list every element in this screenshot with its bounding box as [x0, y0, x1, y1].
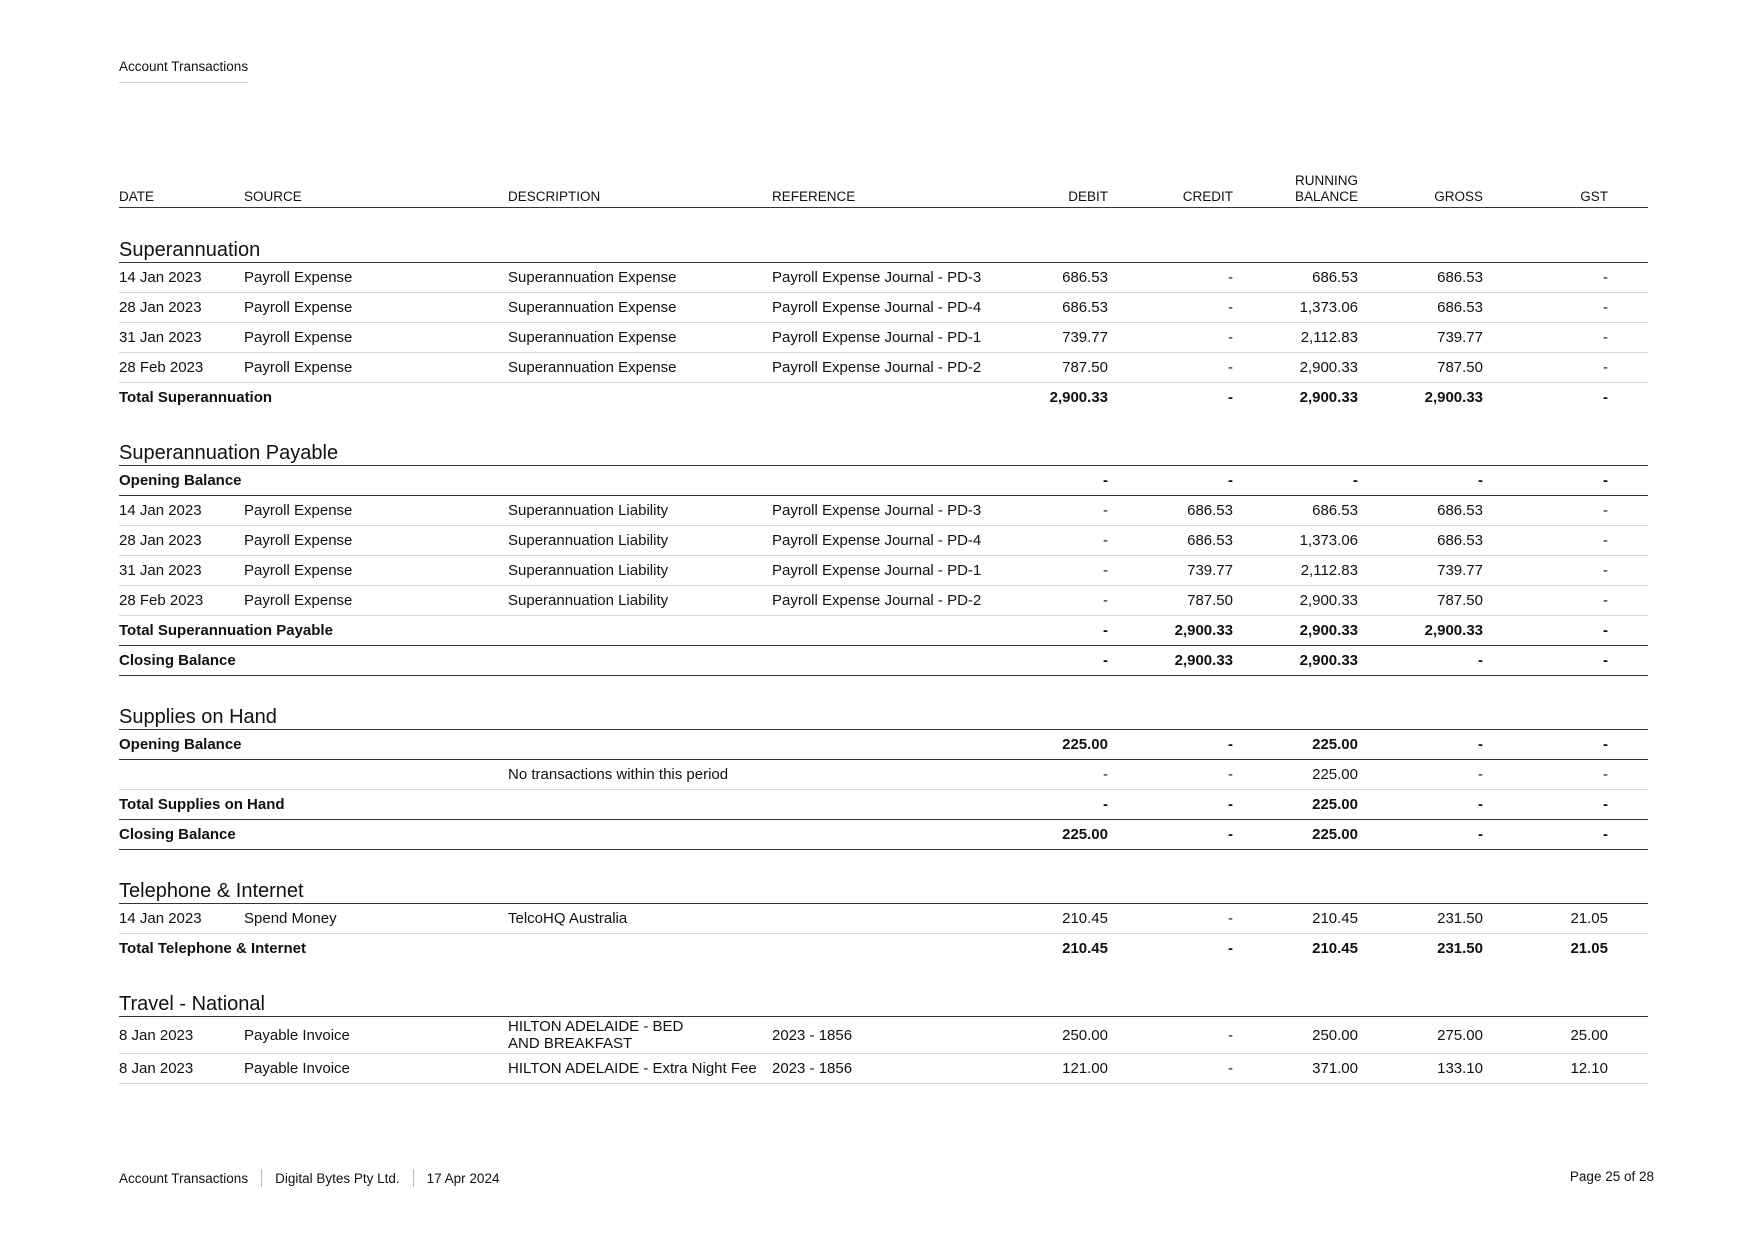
table-row — [119, 353, 1648, 383]
table-row — [119, 556, 1648, 586]
cell-gross: 787.50 — [1437, 592, 1483, 609]
cell-date: 14 Jan 2023 — [119, 269, 202, 286]
cell-debit: 210.45 — [1062, 910, 1108, 927]
cell-gst: - — [1603, 502, 1608, 519]
cell-credit: - — [1228, 1026, 1233, 1044]
cell-source: Payable Invoice — [244, 1026, 350, 1044]
cell-gst: 25.00 — [1570, 1026, 1608, 1044]
cell-debit: - — [1103, 562, 1108, 579]
opening-balance-gst: - — [1603, 472, 1608, 489]
cell-debit: 739.77 — [1062, 329, 1108, 346]
table-row — [119, 526, 1648, 556]
cell-description: Superannuation Liability — [508, 592, 669, 609]
section-total-label: Total Superannuation — [119, 389, 273, 406]
cell-date: 14 Jan 2023 — [119, 502, 202, 519]
cell-source: Payable Invoice — [244, 1060, 350, 1077]
section-total-label: Total Telephone & Internet — [119, 940, 306, 957]
cell-debit: 686.53 — [1062, 299, 1108, 316]
section-total-running: 225.00 — [1312, 796, 1358, 813]
cell-gross: 739.77 — [1437, 329, 1483, 346]
cell-description: HILTON ADELAIDE - Extra Night Fee — [508, 1060, 757, 1077]
opening-balance-running: 225.00 — [1312, 736, 1358, 753]
cell-source: Payroll Expense — [244, 592, 353, 609]
cell-date: 14 Jan 2023 — [119, 910, 202, 927]
cell-description: TelcoHQ Australia — [508, 910, 628, 927]
closing-balance-gross: - — [1478, 826, 1483, 843]
section-total-row — [119, 616, 1648, 646]
cell-source: Payroll Expense — [244, 269, 353, 286]
table-row — [119, 904, 1648, 934]
cell-reference: Payroll Expense Journal - PD-4 — [772, 299, 982, 316]
closing-balance-label: Closing Balance — [119, 826, 236, 843]
cell-gross: - — [1478, 766, 1483, 783]
cell-credit: - — [1228, 766, 1233, 783]
section-total-gross: 231.50 — [1437, 940, 1483, 957]
cell-reference: 2023 - 1856 — [772, 1060, 853, 1077]
opening-balance-credit: - — [1228, 736, 1233, 753]
column-header-gross: GROSS — [1434, 189, 1483, 204]
cell-source: Payroll Expense — [244, 359, 353, 376]
closing-balance-gst: - — [1603, 826, 1608, 843]
column-header-source: SOURCE — [244, 189, 302, 204]
transactions-table — [119, 170, 1648, 1084]
section-total-row — [119, 383, 1648, 412]
cell-gst: 12.10 — [1570, 1060, 1608, 1077]
closing-balance-running: 2,900.33 — [1299, 652, 1358, 669]
closing-balance-gst: - — [1603, 652, 1608, 669]
cell-credit: 787.50 — [1187, 592, 1233, 609]
opening-balance-credit: - — [1228, 472, 1233, 489]
report-header-title: Account Transactions — [119, 59, 248, 83]
section-total-debit: 210.45 — [1062, 940, 1108, 957]
cell-gst: - — [1603, 592, 1608, 609]
cell-debit: 686.53 — [1062, 269, 1108, 286]
cell-credit: - — [1228, 1060, 1233, 1077]
cell-description: Superannuation Expense — [508, 299, 677, 316]
cell-running: 1,373.06 — [1299, 299, 1358, 316]
cell-debit: 250.00 — [1062, 1026, 1108, 1044]
section-title: Supplies on Hand — [119, 706, 1648, 730]
closing-balance-row — [119, 820, 1648, 850]
column-header-credit: CREDIT — [1182, 189, 1233, 204]
cell-date: 31 Jan 2023 — [119, 562, 202, 579]
footer-report-name: Account Transactions — [119, 1170, 249, 1186]
cell-gst: - — [1603, 359, 1608, 376]
closing-balance-debit: - — [1103, 652, 1108, 669]
cell-description: Superannuation Liability — [508, 532, 669, 549]
opening-balance-debit: 225.00 — [1062, 736, 1108, 753]
cell-gross: 686.53 — [1437, 532, 1483, 549]
table-row — [119, 496, 1648, 526]
opening-balance-gst: - — [1603, 736, 1608, 753]
cell-debit: 787.50 — [1062, 359, 1108, 376]
closing-balance-row — [119, 646, 1648, 676]
section-total-running: 210.45 — [1312, 940, 1358, 957]
cell-running: 2,112.83 — [1300, 562, 1358, 579]
section-total-row — [119, 790, 1648, 820]
account-section — [119, 993, 1648, 1084]
cell-debit: 121.00 — [1062, 1060, 1108, 1077]
column-header-debit: DEBIT — [1068, 189, 1108, 204]
section-total-credit: 2,900.33 — [1174, 622, 1233, 639]
column-header-running-balance: RUNNING BALANCE — [1294, 173, 1358, 204]
cell-description: HILTON ADELAIDE - BED AND BREAKFAST — [508, 1018, 684, 1052]
cell-credit: 686.53 — [1187, 532, 1233, 549]
section-total-gross: 2,900.33 — [1424, 389, 1483, 406]
column-header-gst: GST — [1580, 189, 1608, 204]
cell-gst: - — [1603, 269, 1608, 286]
table-row — [119, 760, 1648, 790]
cell-reference: Payroll Expense Journal - PD-4 — [772, 532, 982, 549]
table-row — [119, 323, 1648, 353]
closing-balance-gross: - — [1478, 652, 1483, 669]
cell-credit: - — [1228, 359, 1233, 376]
cell-gst: - — [1603, 766, 1608, 783]
account-section — [119, 239, 1648, 412]
section-total-gross: - — [1478, 796, 1483, 813]
cell-running: 2,112.83 — [1300, 329, 1358, 346]
cell-gross: 275.00 — [1437, 1026, 1483, 1044]
cell-gst: - — [1603, 299, 1608, 316]
cell-debit: - — [1103, 592, 1108, 609]
cell-description: Superannuation Liability — [508, 502, 669, 519]
cell-credit: 686.53 — [1187, 502, 1233, 519]
cell-reference: Payroll Expense Journal - PD-2 — [772, 359, 982, 376]
cell-source: Payroll Expense — [244, 562, 353, 579]
cell-gross: 686.53 — [1437, 502, 1483, 519]
cell-description: Superannuation Expense — [508, 359, 677, 376]
section-title: Travel - National — [119, 993, 1648, 1017]
section-total-running: 2,900.33 — [1299, 622, 1358, 639]
cell-gst: - — [1603, 562, 1608, 579]
cell-credit: - — [1228, 329, 1233, 346]
section-total-label: Total Supplies on Hand — [119, 796, 285, 813]
footer-date: 17 Apr 2024 — [426, 1170, 500, 1186]
cell-date: 31 Jan 2023 — [119, 329, 202, 346]
section-total-debit: - — [1103, 622, 1108, 639]
table-header-row — [119, 170, 1648, 208]
opening-balance-row — [119, 730, 1648, 760]
cell-gst: - — [1603, 329, 1608, 346]
cell-date: 28 Jan 2023 — [119, 299, 202, 316]
cell-description: Superannuation Liability — [508, 562, 669, 579]
section-total-running: 2,900.33 — [1299, 389, 1358, 406]
cell-description: Superannuation Expense — [508, 329, 677, 346]
opening-balance-label: Opening Balance — [119, 736, 242, 753]
opening-balance-label: Opening Balance — [119, 472, 242, 489]
opening-balance-debit: - — [1103, 472, 1108, 489]
cell-date: 28 Jan 2023 — [119, 532, 202, 549]
cell-source: Payroll Expense — [244, 502, 353, 519]
cell-source: Spend Money — [244, 910, 337, 927]
section-total-credit: - — [1228, 389, 1233, 406]
cell-running: 1,373.06 — [1299, 532, 1358, 549]
opening-balance-gross: - — [1478, 736, 1483, 753]
cell-reference: Payroll Expense Journal - PD-3 — [772, 269, 982, 286]
column-header-date: DATE — [119, 189, 155, 204]
account-section — [119, 880, 1648, 963]
section-total-debit: - — [1103, 796, 1108, 813]
cell-reference: 2023 - 1856 — [772, 1026, 853, 1044]
cell-reference: Payroll Expense Journal - PD-3 — [772, 502, 982, 519]
account-section — [119, 706, 1648, 850]
cell-credit: - — [1228, 299, 1233, 316]
cell-description: Superannuation Expense — [508, 269, 677, 286]
column-header-reference: REFERENCE — [772, 189, 856, 204]
cell-debit: - — [1103, 502, 1108, 519]
cell-running: 250.00 — [1312, 1026, 1358, 1044]
cell-debit: - — [1103, 532, 1108, 549]
cell-reference: Payroll Expense Journal - PD-1 — [772, 562, 982, 579]
closing-balance-credit: - — [1228, 826, 1233, 843]
cell-gross: 231.50 — [1437, 910, 1483, 927]
cell-gst: - — [1603, 532, 1608, 549]
cell-description: No transactions within this period — [508, 766, 729, 783]
footer-separator — [261, 1169, 262, 1187]
cell-date: 28 Feb 2023 — [119, 592, 204, 609]
cell-gross: 686.53 — [1437, 299, 1483, 316]
section-total-credit: - — [1228, 940, 1233, 957]
cell-running: 2,900.33 — [1299, 359, 1358, 376]
cell-running: 2,900.33 — [1299, 592, 1358, 609]
opening-balance-gross: - — [1478, 472, 1483, 489]
column-header-description: DESCRIPTION — [508, 189, 601, 204]
section-title: Telephone & Internet — [119, 880, 1648, 904]
cell-gross: 787.50 — [1437, 359, 1483, 376]
page-footer — [119, 1169, 499, 1187]
footer-separator — [413, 1169, 414, 1187]
opening-balance-running: - — [1353, 472, 1358, 489]
section-total-debit: 2,900.33 — [1049, 389, 1108, 406]
cell-debit: - — [1103, 766, 1108, 783]
cell-reference: Payroll Expense Journal - PD-1 — [772, 329, 982, 346]
cell-credit: - — [1228, 269, 1233, 286]
table-row — [119, 586, 1648, 616]
section-total-gst: 21.05 — [1570, 940, 1608, 957]
opening-balance-row — [119, 466, 1648, 496]
cell-credit: 739.77 — [1187, 562, 1233, 579]
section-total-gst: - — [1603, 622, 1608, 639]
section-total-gst: - — [1603, 389, 1608, 406]
section-total-row — [119, 934, 1648, 963]
cell-gross: 739.77 — [1437, 562, 1483, 579]
table-row — [119, 1017, 1648, 1054]
cell-running: 225.00 — [1312, 766, 1358, 783]
table-row — [119, 1054, 1648, 1084]
cell-running: 686.53 — [1312, 269, 1358, 286]
cell-source: Payroll Expense — [244, 329, 353, 346]
table-row — [119, 263, 1648, 293]
cell-running: 686.53 — [1312, 502, 1358, 519]
section-total-credit: - — [1228, 796, 1233, 813]
section-total-gst: - — [1603, 796, 1608, 813]
cell-credit: - — [1228, 910, 1233, 927]
cell-date: 8 Jan 2023 — [119, 1026, 194, 1044]
cell-source: Payroll Expense — [244, 532, 353, 549]
table-row — [119, 293, 1648, 323]
section-total-gross: 2,900.33 — [1424, 622, 1483, 639]
account-section — [119, 442, 1648, 676]
closing-balance-label: Closing Balance — [119, 652, 236, 669]
cell-gross: 686.53 — [1437, 269, 1483, 286]
cell-date: 28 Feb 2023 — [119, 359, 204, 376]
closing-balance-credit: 2,900.33 — [1174, 652, 1233, 669]
footer-page-number: Page 25 of 28 — [1569, 1169, 1654, 1184]
cell-running: 371.00 — [1312, 1060, 1358, 1077]
section-title: Superannuation Payable — [119, 442, 1648, 466]
cell-source: Payroll Expense — [244, 299, 353, 316]
footer-company-name: Digital Bytes Pty Ltd. — [275, 1170, 400, 1186]
closing-balance-debit: 225.00 — [1062, 826, 1108, 843]
cell-date: 8 Jan 2023 — [119, 1060, 194, 1077]
cell-running: 210.45 — [1312, 910, 1358, 927]
cell-reference: Payroll Expense Journal - PD-2 — [772, 592, 982, 609]
section-total-label: Total Superannuation Payable — [119, 622, 333, 639]
closing-balance-running: 225.00 — [1312, 826, 1358, 843]
section-title: Superannuation — [119, 239, 1648, 263]
cell-gst: 21.05 — [1570, 910, 1608, 927]
cell-gross: 133.10 — [1437, 1060, 1483, 1077]
